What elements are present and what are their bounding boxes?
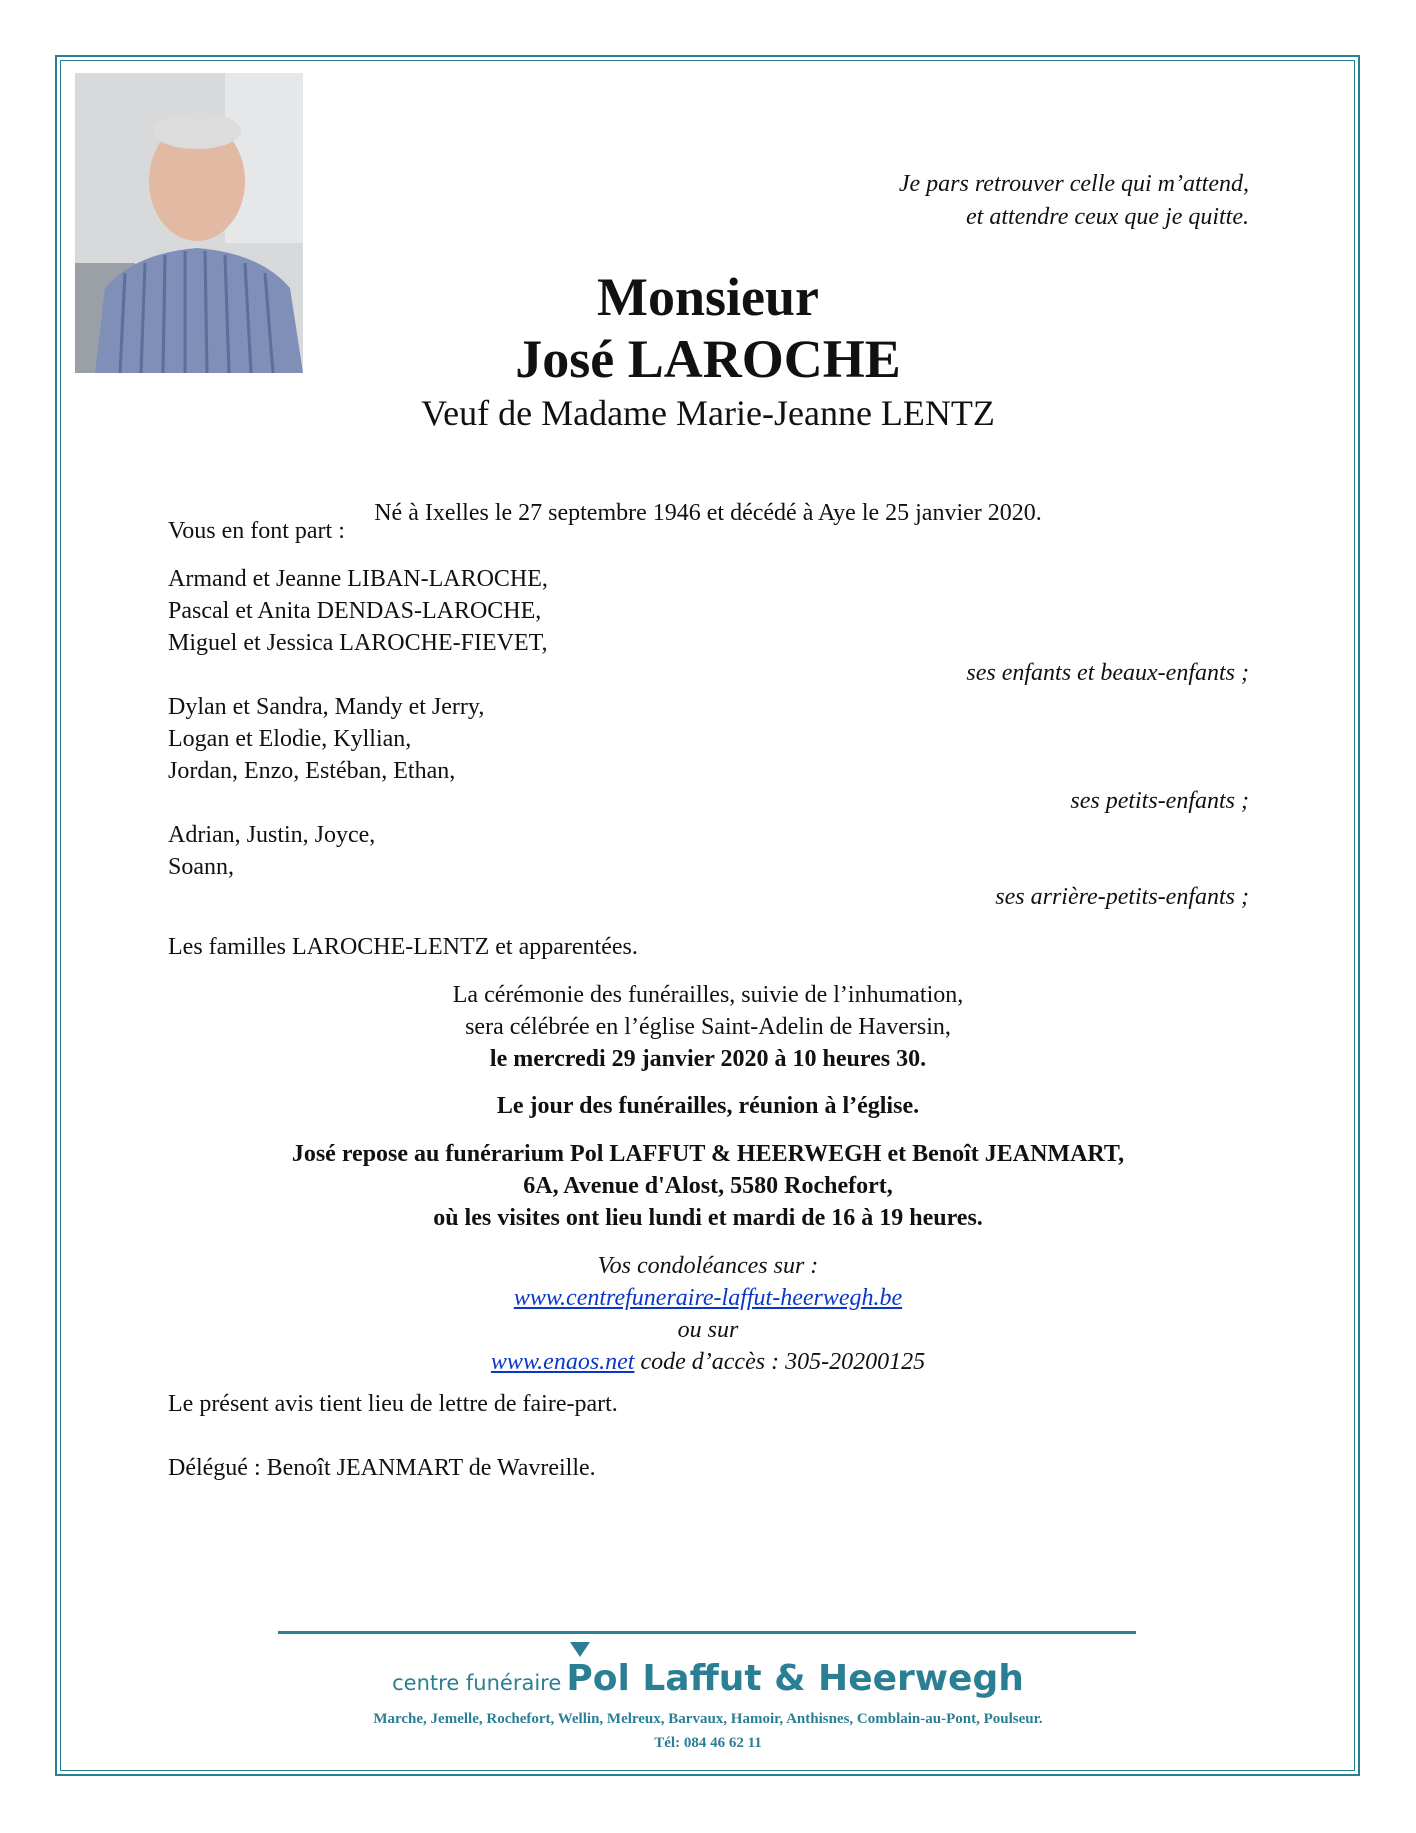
list-item: Logan et Elodie, Kyllian, xyxy=(168,726,412,752)
children-list xyxy=(168,563,548,659)
list-item: Adrian, Justin, Joyce, xyxy=(168,822,376,848)
funerarium-address: 6A, Avenue d'Alost, 5580 Rochefort, xyxy=(523,1173,893,1199)
brand-small: centre funéraire xyxy=(392,1671,562,1695)
footer-logo xyxy=(0,1658,1416,1699)
or-text: ou sur xyxy=(677,1317,739,1343)
honorific: Monsieur xyxy=(597,267,819,327)
great-grandchildren-list xyxy=(168,819,375,883)
quote-line-1: Je pars retrouver celle qui m’attend, xyxy=(898,171,1249,197)
funerarium xyxy=(0,1138,1416,1234)
children-label: ses enfants et beaux-enfants ; xyxy=(966,660,1249,686)
meeting-note: Le jour des funérailles, réunion à l’église. xyxy=(496,1093,920,1119)
list-item: Dylan et Sandra, Mandy et Jerry, xyxy=(168,694,485,720)
quote-line-2: et attendre ceux que je quitte. xyxy=(966,204,1249,230)
list-item: Jordan, Enzo, Estéban, Ethan, xyxy=(168,758,456,784)
grandchildren-list xyxy=(168,691,484,787)
funerarium-line-1: José repose au funérarium Pol LAFFUT & HEERWEGH et Benoît JEANMART, xyxy=(291,1141,1125,1167)
footer-phone: Tél: 084 46 62 11 xyxy=(654,1735,762,1751)
list-item: Pascal et Anita DENDAS-LAROCHE, xyxy=(168,598,542,624)
footer-triangle-icon xyxy=(570,1642,590,1657)
list-item: Miguel et Jessica LAROCHE-FIEVET, xyxy=(168,630,548,656)
condolences-link-enaos[interactable]: www.enaos.net xyxy=(490,1349,635,1375)
great-grandchildren-label: ses arrière-petits-enfants ; xyxy=(995,884,1249,910)
notice: Le présent avis tient lieu de lettre de faire-part. xyxy=(168,1391,618,1417)
ceremony-line-2: sera célébrée en l’église Saint-Adelin de Haversin, xyxy=(465,1014,951,1040)
ceremony-line-1: La cérémonie des funérailles, suivie de l’inhumation, xyxy=(452,982,964,1008)
widow-of: Veuf de Madame Marie-Jeanne LENTZ xyxy=(421,393,995,433)
birth-death: Né à Ixelles le 27 septembre 1946 et décédé à Aye le 25 janvier 2020. xyxy=(374,500,1042,526)
access-code: code d’accès : 305-20200125 xyxy=(634,1349,926,1375)
intro: Vous en font part : xyxy=(168,518,345,544)
grandchildren-label: ses petits-enfants ; xyxy=(1070,788,1249,814)
families: Les familles LAROCHE-LENTZ et apparentées. xyxy=(168,934,638,960)
epitaph-quote xyxy=(549,168,1249,234)
list-item: Soann, xyxy=(168,854,234,880)
deceased-name: José LAROCHE xyxy=(515,329,901,389)
condolences-link-funeral-center[interactable]: www.centrefuneraire-laffut-heerwegh.be xyxy=(513,1285,903,1311)
ceremony-date: le mercredi 29 janvier 2020 à 10 heures 30. xyxy=(489,1046,927,1072)
brand-name: Pol Laffut & Heerwegh xyxy=(566,1658,1024,1699)
footer-cities: Marche, Jemelle, Rochefort, Wellin, Melreux, Barvaux, Hamoir, Anthisnes, Comblain-au-Pont, Poulseur. xyxy=(373,1711,1043,1727)
condolences-label: Vos condoléances sur : xyxy=(597,1253,819,1279)
visiting-hours: où les visites ont lieu lundi et mardi de 16 à 19 heures. xyxy=(433,1205,983,1231)
ceremony xyxy=(0,979,1416,1075)
condolences xyxy=(0,1250,1416,1378)
footer-divider xyxy=(278,1631,1136,1634)
list-item: Armand et Jeanne LIBAN-LAROCHE, xyxy=(168,566,548,592)
delegate: Délégué : Benoît JEANMART de Wavreille. xyxy=(168,1455,596,1481)
